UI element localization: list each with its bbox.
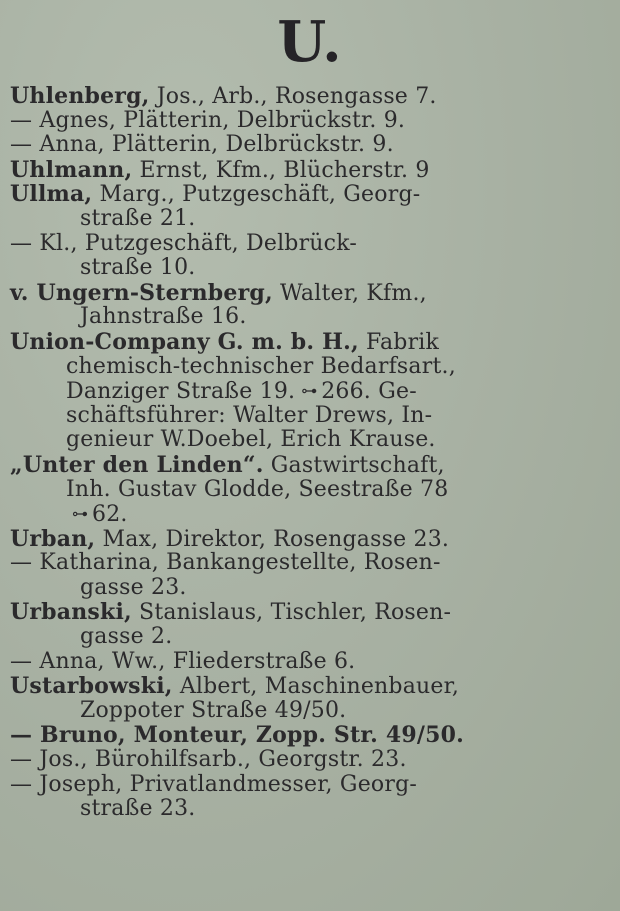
entry-text: Jos., Arb., Rosengasse 7. — [149, 84, 437, 109]
entry-name: Ullma, — [10, 181, 93, 208]
entry-continuation — [10, 404, 610, 429]
entry-text: Fabrik — [358, 329, 440, 355]
entry-name: Uhlmann, — [10, 156, 133, 183]
entry-continuation — [10, 305, 610, 330]
entry-text: Jahnstraße 16. — [80, 304, 247, 330]
entry-continuation — [10, 428, 610, 453]
entry-line — [10, 551, 610, 576]
section-letter-heading: U. — [277, 9, 343, 75]
entry-text: chemisch-technischer Bedarfsart., — [66, 353, 456, 379]
entry-line — [10, 158, 610, 183]
entry-name: Ustarbowski, — [10, 673, 173, 700]
entry-name: — Bruno, Monteur, Zopp. Str. — [10, 722, 379, 749]
entry-text: — Kl., Putzgeschäft, Delbrück- — [10, 230, 357, 256]
entry-line — [10, 133, 610, 158]
entry-line — [10, 453, 610, 478]
entry-text: Stanislaus, Tischler, Rosen- — [131, 600, 452, 626]
entry-line — [10, 527, 610, 552]
entry-text: Danziger Straße 19. — [66, 379, 296, 405]
entry-continuation — [10, 478, 610, 503]
entry-text: Ernst, Kfm., Blücherstr. 9 — [132, 157, 430, 183]
entry-text: — Agnes, Plätterin, Delbrückstr. 9. — [10, 107, 406, 133]
entry-continuation — [10, 256, 610, 281]
entry-continuation — [10, 355, 610, 380]
entry-continuation — [10, 207, 610, 232]
telephone-icon: ⊶ — [72, 504, 86, 524]
entry-line — [10, 723, 610, 748]
entry-text: Zoppoter Straße 49/50. — [80, 697, 347, 723]
entry-line — [10, 650, 610, 675]
entry-text: 49/50. — [378, 722, 464, 749]
entry-line — [10, 109, 610, 134]
entry-name: „Unter den Linden“. — [10, 451, 264, 478]
entry-text: — Katharina, Bankangestellte, Rosen- — [10, 550, 441, 576]
entry-text: genieur W.Doebel, Erich Krause. — [66, 427, 436, 453]
entry-line — [10, 330, 610, 355]
entry-line — [10, 281, 610, 306]
entry-continuation — [10, 625, 610, 650]
entry-line — [10, 84, 610, 109]
entry-text: gasse 23. — [80, 574, 187, 600]
entry-text: Walter, Kfm., — [272, 280, 427, 306]
directory-entries — [10, 84, 610, 822]
entry-name: Urbanski, — [10, 599, 132, 626]
entry-line — [10, 182, 610, 207]
entry-text: — Anna, Ww., Fliederstraße 6. — [10, 648, 356, 674]
entry-text: Max, Direktor, Rosengasse 23. — [95, 526, 450, 552]
entry-text: straße 23. — [80, 796, 196, 822]
entry-text: schäftsführer: Walter Drews, In- — [66, 402, 433, 428]
entry-name: Uhlenberg, — [10, 83, 150, 109]
entry-line — [10, 600, 610, 625]
entry-continuation — [10, 576, 610, 601]
entry-continuation — [10, 797, 610, 822]
telephone-icon: ⊶ — [301, 381, 316, 401]
entry-text: — Joseph, Privatlandmesser, Georg- — [10, 771, 417, 797]
entry-line — [10, 773, 610, 798]
entry-text: — Anna, Plätterin, Delbrückstr. 9. — [10, 132, 394, 158]
entry-text: straße 21. — [80, 205, 196, 231]
entry-text: straße 10. — [80, 255, 196, 281]
entry-name: v. Ungern-Sternberg, — [10, 279, 273, 306]
entry-line — [10, 232, 610, 257]
phone-number: 266. Ge- — [321, 379, 417, 405]
entry-line — [10, 748, 610, 773]
entry-continuation — [10, 502, 610, 527]
entry-line — [10, 674, 610, 699]
entry-text: Inh. Gustav Glodde, Seestraße 78 — [66, 476, 449, 502]
entry-continuation — [10, 379, 610, 404]
entry-text: Gastwirtschaft, — [263, 452, 445, 478]
entry-name: Union-Company G. m. b. H., — [10, 328, 359, 355]
entry-text: — Jos., Bürohilfsarb., Georgstr. 23. — [10, 747, 407, 773]
entry-text: gasse 2. — [80, 624, 173, 650]
entry-name: Urban, — [10, 525, 96, 552]
phone-number: 62. — [92, 502, 128, 528]
entry-text: Albert, Maschinenbauer, — [172, 674, 460, 700]
entry-text: Marg., Putzgeschäft, Georg- — [92, 182, 421, 208]
entry-continuation — [10, 699, 610, 724]
